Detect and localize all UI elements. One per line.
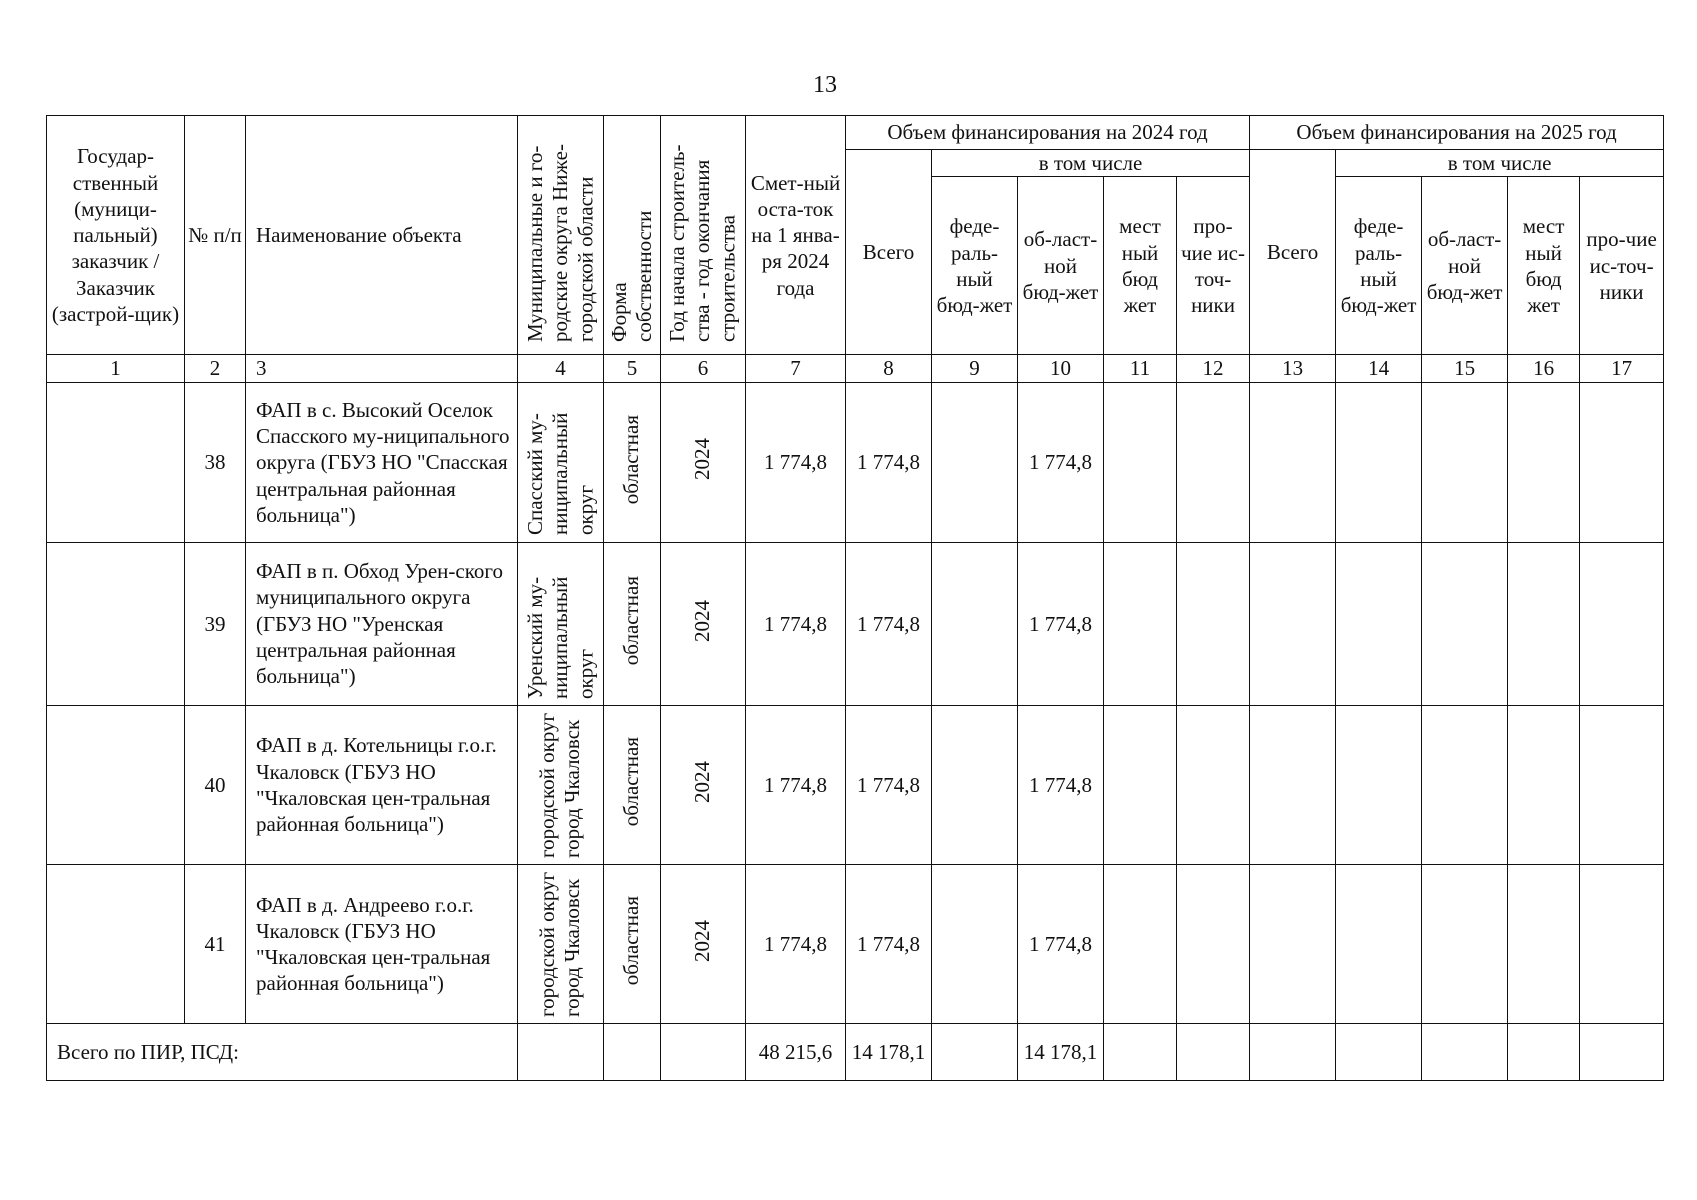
total-2025-cell <box>1250 865 1336 1024</box>
estimate-cell: 1 774,8 <box>746 383 846 542</box>
row-number: 38 <box>185 383 246 542</box>
header-municipality: Муниципальные и го-родские округа Ниже-городской области <box>518 116 604 355</box>
column-number: 15 <box>1422 355 1508 383</box>
column-number: 11 <box>1104 355 1177 383</box>
regional-2024-cell: 1 774,8 <box>1018 383 1104 542</box>
table-row <box>47 383 1664 542</box>
other-2025-cell <box>1580 542 1664 705</box>
total-federal-2025 <box>1336 1024 1422 1081</box>
municipality-cell: Спасский му-ниципальный округ <box>518 383 604 542</box>
column-number: 9 <box>932 355 1018 383</box>
local-2025-cell <box>1508 865 1580 1024</box>
estimate-cell: 1 774,8 <box>746 865 846 1024</box>
column-number: 13 <box>1250 355 1336 383</box>
regional-2025-cell <box>1422 542 1508 705</box>
object-name: ФАП в с. Высокий Оселок Спасского му-ниципального округа (ГБУЗ НО "Спасская центральная районная больница") <box>246 383 518 542</box>
header-financing-2025: Объем финансирования на 2025 год <box>1250 116 1664 150</box>
column-number: 5 <box>604 355 661 383</box>
federal-2025-cell <box>1336 383 1422 542</box>
total-2024-cell: 1 774,8 <box>846 542 932 705</box>
other-2024-cell <box>1177 865 1250 1024</box>
regional-2025-cell <box>1422 865 1508 1024</box>
column-number: 1 <box>47 355 185 383</box>
local-2024-cell <box>1104 383 1177 542</box>
column-number: 8 <box>846 355 932 383</box>
ownership-cell: областная <box>604 383 661 542</box>
total-federal-2024 <box>932 1024 1018 1081</box>
column-numbers-row <box>47 355 1664 383</box>
column-number: 12 <box>1177 355 1250 383</box>
total-2024-cell: 1 774,8 <box>846 705 932 864</box>
total-estimate: 48 215,6 <box>746 1024 846 1081</box>
regional-2024-cell: 1 774,8 <box>1018 542 1104 705</box>
local-2025-cell <box>1508 542 1580 705</box>
object-name: ФАП в д. Котельницы г.о.г. Чкаловск (ГБУЗ НО "Чкаловская цен-тральная районная больница") <box>246 705 518 864</box>
customer-cell <box>47 705 185 864</box>
page-number: 13 <box>813 72 837 98</box>
total-ownership-cell <box>604 1024 661 1081</box>
total-municipality-cell <box>518 1024 604 1081</box>
header-total-2024: Всего <box>846 150 932 355</box>
years-cell: 2024 <box>661 383 746 542</box>
total-2024-sum: 14 178,1 <box>846 1024 932 1081</box>
total-2025-cell <box>1250 542 1336 705</box>
header-ownership: Форма собственности <box>604 116 661 355</box>
regional-2024-cell: 1 774,8 <box>1018 865 1104 1024</box>
header-including-2025: в том числе <box>1336 150 1664 177</box>
total-local-2025 <box>1508 1024 1580 1081</box>
total-2025-sum <box>1250 1024 1336 1081</box>
total-2024-cell: 1 774,8 <box>846 865 932 1024</box>
column-number: 10 <box>1018 355 1104 383</box>
header-local-2025: мест ный бюд жет <box>1508 177 1580 355</box>
total-other-2025 <box>1580 1024 1664 1081</box>
header-federal-2024: феде-раль-ный бюд-жет <box>932 177 1018 355</box>
federal-2025-cell <box>1336 865 1422 1024</box>
header-financing-2024: Объем финансирования на 2024 год <box>846 116 1250 150</box>
total-row <box>47 1024 1664 1081</box>
federal-2024-cell <box>932 542 1018 705</box>
regional-2024-cell: 1 774,8 <box>1018 705 1104 864</box>
header-estimate: Смет-ный оста-ток на 1 янва-ря 2024 года <box>746 116 846 355</box>
ownership-cell: областная <box>604 865 661 1024</box>
total-years-cell <box>661 1024 746 1081</box>
column-number: 2 <box>185 355 246 383</box>
header-customer: Государ-ственный (муници-пальный) заказчик / Заказчик (застрой-щик) <box>47 116 185 355</box>
customer-cell <box>47 383 185 542</box>
table-row <box>47 865 1664 1024</box>
header-object-name: Наименование объекта <box>246 116 518 355</box>
federal-2024-cell <box>932 865 1018 1024</box>
local-2025-cell <box>1508 383 1580 542</box>
object-name: ФАП в п. Обход Урен-ского муниципального округа (ГБУЗ НО "Уренская центральная районная больница") <box>246 542 518 705</box>
other-2025-cell <box>1580 705 1664 864</box>
total-regional-2024: 14 178,1 <box>1018 1024 1104 1081</box>
years-cell: 2024 <box>661 705 746 864</box>
other-2024-cell <box>1177 542 1250 705</box>
municipality-cell: городской округ город Чкаловск <box>518 705 604 864</box>
local-2024-cell <box>1104 542 1177 705</box>
other-2025-cell <box>1580 383 1664 542</box>
ownership-cell: областная <box>604 542 661 705</box>
other-2024-cell <box>1177 705 1250 864</box>
column-number: 14 <box>1336 355 1422 383</box>
financing-table <box>46 115 1664 1081</box>
estimate-cell: 1 774,8 <box>746 542 846 705</box>
total-label: Всего по ПИР, ПСД: <box>47 1024 518 1081</box>
federal-2025-cell <box>1336 542 1422 705</box>
column-number: 6 <box>661 355 746 383</box>
column-number: 7 <box>746 355 846 383</box>
header-number: № п/п <box>185 116 246 355</box>
header-local-2024: мест ный бюд жет <box>1104 177 1177 355</box>
total-2024-cell: 1 774,8 <box>846 383 932 542</box>
ownership-cell: областная <box>604 705 661 864</box>
table-row <box>47 542 1664 705</box>
header-other-2024: про-чие ис-точ-ники <box>1177 177 1250 355</box>
municipality-cell: Уренский му-ниципальный округ <box>518 542 604 705</box>
header-other-2025: про-чие ис-точ-ники <box>1580 177 1664 355</box>
other-2024-cell <box>1177 383 1250 542</box>
local-2025-cell <box>1508 705 1580 864</box>
total-2025-cell <box>1250 705 1336 864</box>
customer-cell <box>47 865 185 1024</box>
header-regional-2024: об-ласт-ной бюд-жет <box>1018 177 1104 355</box>
column-number: 3 <box>246 355 518 383</box>
total-other-2024 <box>1177 1024 1250 1081</box>
row-number: 41 <box>185 865 246 1024</box>
row-number: 39 <box>185 542 246 705</box>
municipality-cell: городской округ город Чкаловск <box>518 865 604 1024</box>
total-local-2024 <box>1104 1024 1177 1081</box>
estimate-cell: 1 774,8 <box>746 705 846 864</box>
federal-2025-cell <box>1336 705 1422 864</box>
local-2024-cell <box>1104 705 1177 864</box>
years-cell: 2024 <box>661 542 746 705</box>
header-regional-2025: об-ласт-ной бюд-жет <box>1422 177 1508 355</box>
object-name: ФАП в д. Андреево г.о.г. Чкаловск (ГБУЗ НО "Чкаловская цен-тральная районная больница") <box>246 865 518 1024</box>
local-2024-cell <box>1104 865 1177 1024</box>
row-number: 40 <box>185 705 246 864</box>
other-2025-cell <box>1580 865 1664 1024</box>
regional-2025-cell <box>1422 705 1508 864</box>
column-number: 4 <box>518 355 604 383</box>
federal-2024-cell <box>932 383 1018 542</box>
table-row <box>47 705 1664 864</box>
total-regional-2025 <box>1422 1024 1508 1081</box>
regional-2025-cell <box>1422 383 1508 542</box>
customer-cell <box>47 542 185 705</box>
years-cell: 2024 <box>661 865 746 1024</box>
header-including-2024: в том числе <box>932 150 1250 177</box>
header-years: Год начала строитель-ства - год окончания строительства <box>661 116 746 355</box>
total-2025-cell <box>1250 383 1336 542</box>
federal-2024-cell <box>932 705 1018 864</box>
column-number: 17 <box>1580 355 1664 383</box>
column-number: 16 <box>1508 355 1580 383</box>
header-federal-2025: феде-раль-ный бюд-жет <box>1336 177 1422 355</box>
header-total-2025: Всего <box>1250 150 1336 355</box>
